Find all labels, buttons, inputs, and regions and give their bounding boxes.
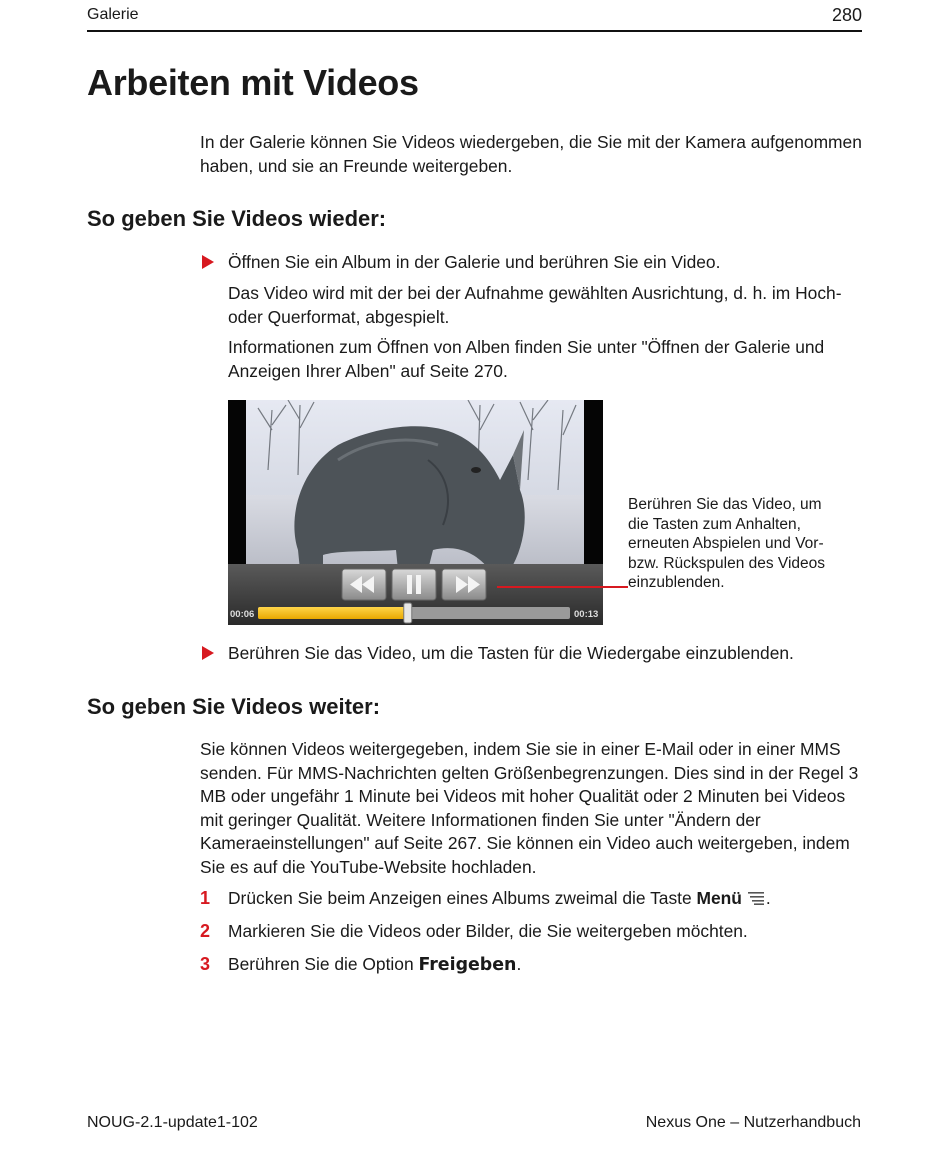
share-paragraph: Sie können Videos weitergegeben, indem Sie sie in einer E-Mail oder in einer MMS senden. Für MMS-Nachrichten gelten Größenbegrenzungen. Dies sind in der Regel 3 MB oder ungefähr 1 Minute bei Videos mit hoher Qualität oder 2 Minuten bei Videos mit geringer Qualität. Weitere Informationen finden Sie unter "Ändern der Kameraeinstellungen" auf Seite 267. Sie können ein Video auch weitergeben, indem Sie es auf die YouTube-Website hochladen. (200, 739, 859, 877)
callout-text: Berühren Sie das Video, um die Tasten zum Anhalten, erneuten Abspielen und Vor- bzw. Rückspulen des Videos einzublenden. (628, 496, 826, 591)
play-bullet-2: Berühren Sie das Video, um die Tasten für die Wiedergabe einzublenden. (228, 643, 794, 663)
bullet-icon (202, 255, 214, 269)
rewind-button (342, 569, 386, 600)
step-number: 1 (200, 888, 211, 908)
menu-icon (748, 889, 766, 910)
step-3-text: Berühren Sie die Option (228, 954, 414, 974)
step-3 (228, 954, 521, 975)
page-title: Arbeiten mit Videos (87, 62, 419, 103)
step-number: 3 (200, 954, 211, 974)
progress-thumb (404, 603, 412, 623)
pause-button (392, 569, 436, 600)
share-section-heading: So geben Sie Videos weiter: (87, 694, 381, 719)
step-1-text: Drücken Sie beim Anzeigen eines Albums zweimal die Taste (228, 888, 692, 908)
step-1-end: . (765, 888, 771, 908)
step-1-menu-label: Menü (696, 888, 742, 908)
header-page-number: 280 (831, 5, 862, 25)
footer-doc-id: NOUG-2.1-update1-102 (87, 1114, 258, 1131)
intro-paragraph: In der Galerie können Sie Videos wiedergeben, die Sie mit der Kamera aufgenommen haben, und sie an Freunde weitergeben. (200, 132, 862, 176)
callout-leader-line (497, 586, 628, 588)
step-number: 2 (200, 921, 211, 941)
step-2: Markieren Sie die Videos oder Bilder, die Sie weitergeben möchten. (228, 921, 748, 941)
page-header (87, 4, 862, 32)
elapsed-time: 00:06 (230, 609, 255, 620)
play-note-2: Informationen zum Öffnen von Alben finden Sie unter "Öffnen der Galerie und Anzeigen Ihrer Alben" auf Seite 270. (228, 337, 825, 381)
play-bullet-1: Öffnen Sie ein Album in der Galerie und berühren Sie ein Video. (228, 252, 721, 272)
share-option-label: Freigeben (418, 955, 517, 975)
footer-manual-title: Nexus One – Nutzerhandbuch (645, 1114, 861, 1131)
video-frame-image (228, 400, 603, 625)
step-3-end: . (516, 954, 522, 974)
bullet-icon (202, 646, 214, 660)
video-player-screenshot (228, 400, 603, 625)
step-1 (228, 888, 771, 910)
progress-fill (258, 607, 408, 619)
play-section-heading: So geben Sie Videos wieder: (87, 206, 387, 231)
fast-forward-button (442, 569, 486, 600)
total-time: 00:13 (574, 609, 599, 620)
header-section-title: Galerie (87, 6, 139, 23)
play-note-1: Das Video wird mit der bei der Aufnahme gewählten Ausrichtung, d. h. im Hoch- oder Querformat, abgespielt. (228, 283, 842, 327)
